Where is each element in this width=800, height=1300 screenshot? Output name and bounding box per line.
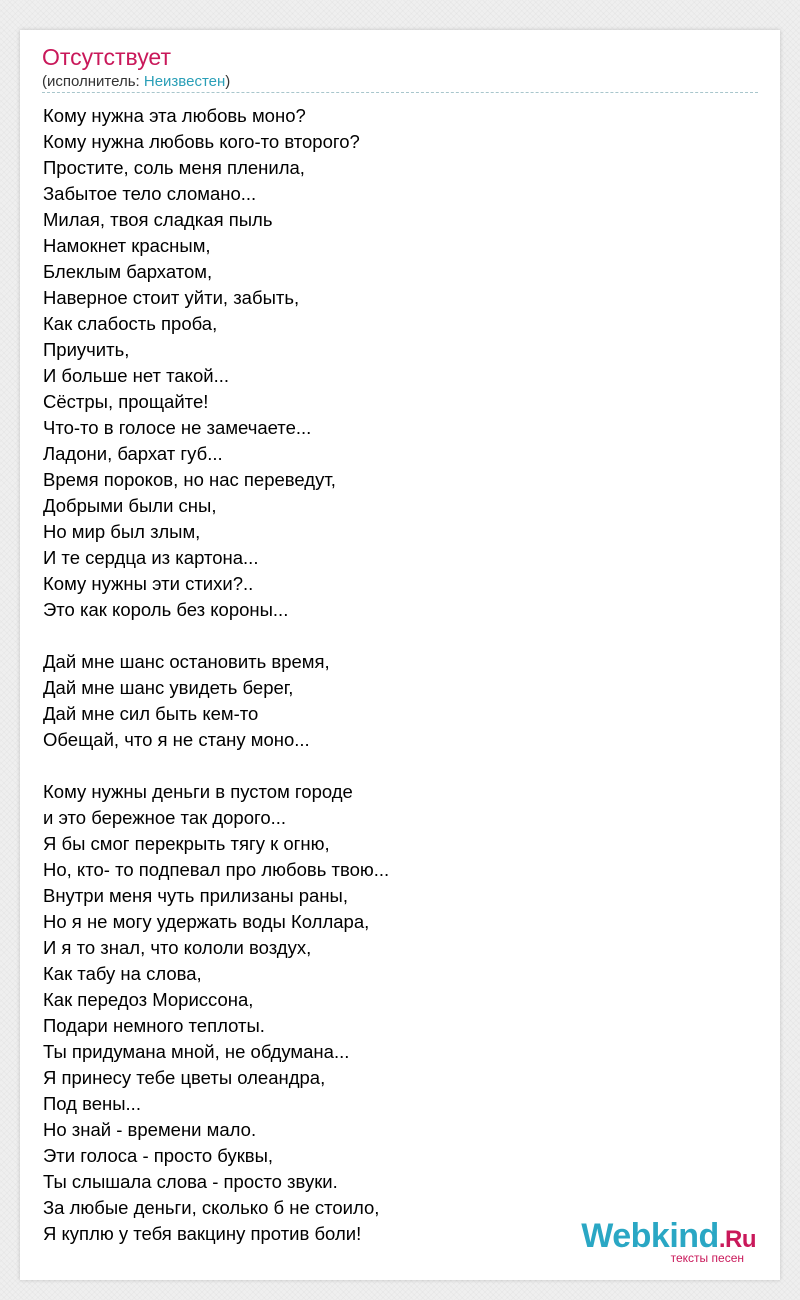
lyric-line: Намокнет красным,: [43, 235, 211, 256]
logo-tagline: тексты песен: [670, 1251, 744, 1265]
lyric-line: Наверное стоит уйти, забыть,: [43, 287, 300, 308]
lyric-line: Забытое тело сломано...: [43, 183, 257, 204]
lyric-line: Дай мне шанс остановить время,: [43, 651, 330, 672]
lyric-line: Ладони, бархат губ...: [43, 443, 223, 464]
lyric-line: Блеклым бархатом,: [43, 261, 213, 282]
lyric-line: Кому нужны деньги в пустом городе: [43, 781, 353, 802]
artist-suffix: ): [225, 73, 231, 90]
lyric-line: И те сердца из картона...: [43, 547, 259, 568]
lyric-line: Внутри меня чуть прилизаны раны,: [43, 885, 348, 906]
lyric-line: Ты придумана мной, не обдумана...: [43, 1041, 350, 1062]
lyric-line: И я то знал, что кололи воздух,: [43, 937, 312, 958]
chorus: [43, 649, 743, 753]
lyric-line: и это бережное так дорого...: [43, 807, 287, 828]
lyric-line: Что-то в голосе не замечаете...: [43, 417, 312, 438]
lyric-line: Милая, твоя сладкая пыль: [43, 209, 273, 230]
lyric-line: За любые деньги, сколько б не стоило,: [43, 1197, 380, 1218]
lyric-line: Но мир был злым,: [43, 521, 201, 542]
lyric-line: И больше нет такой...: [43, 365, 230, 386]
lyric-line: Простите, соль меня пленила,: [43, 157, 305, 178]
lyric-line: Ты слышала слова - просто звуки.: [43, 1171, 338, 1192]
lyric-line: Обещай, что я не стану моно...: [43, 729, 310, 750]
verse-1: [43, 103, 743, 623]
lyric-line: Дай мне шанс увидеть берег,: [43, 677, 294, 698]
stanza-gap: [43, 623, 743, 649]
lyric-line: Время пороков, но нас переведут,: [43, 469, 336, 490]
lyric-line: Как табу на слова,: [43, 963, 202, 984]
lyric-line: Под вены...: [43, 1093, 141, 1114]
lyric-line: Дай мне сил быть кем-то: [43, 703, 259, 724]
lyric-line: Но я не могу удержать воды Коллара,: [43, 911, 370, 932]
lyric-line: Как передоз Мориссона,: [43, 989, 254, 1010]
lyric-line: Добрыми были сны,: [43, 495, 217, 516]
artist-prefix: (исполнитель:: [42, 73, 144, 90]
lyric-line: Но, кто- то подпевал про любовь твою...: [43, 859, 390, 880]
lyric-line: Я принесу тебе цветы олеандра,: [43, 1067, 326, 1088]
lyrics-text: [43, 103, 743, 1247]
stanza-gap: [43, 753, 743, 779]
lyric-line: Как слабость проба,: [43, 313, 218, 334]
verse-2: [43, 779, 743, 1247]
lyric-line: Я куплю у тебя вакцину против боли!: [43, 1223, 362, 1244]
lyric-line: Подари немного теплоты.: [43, 1015, 265, 1036]
site-logo[interactable]: [556, 1218, 756, 1268]
lyric-line: Приучить,: [43, 339, 130, 360]
lyric-line: Кому нужна любовь кого-то второго?: [43, 131, 360, 152]
title-divider: [42, 92, 758, 93]
lyric-line: Кому нужны эти стихи?..: [43, 573, 254, 594]
lyric-line: Я бы смог перекрыть тягу к огню,: [43, 833, 330, 854]
lyric-line: Кому нужна эта любовь моно?: [43, 105, 306, 126]
artist-line: [42, 73, 230, 91]
lyric-line: Сёстры, прощайте!: [43, 391, 209, 412]
lyric-line: Эти голоса - просто буквы,: [43, 1145, 274, 1166]
lyric-line: Это как король без короны...: [43, 599, 289, 620]
artist-link[interactable]: Неизвестен: [143, 73, 226, 90]
logo-tld: .Ru: [718, 1226, 756, 1253]
song-title: Отсутствует: [42, 44, 171, 70]
lyrics-card: [20, 30, 780, 1280]
lyric-line: Но знай - времени мало.: [43, 1119, 257, 1140]
logo-main-text: Webkind: [581, 1217, 719, 1255]
